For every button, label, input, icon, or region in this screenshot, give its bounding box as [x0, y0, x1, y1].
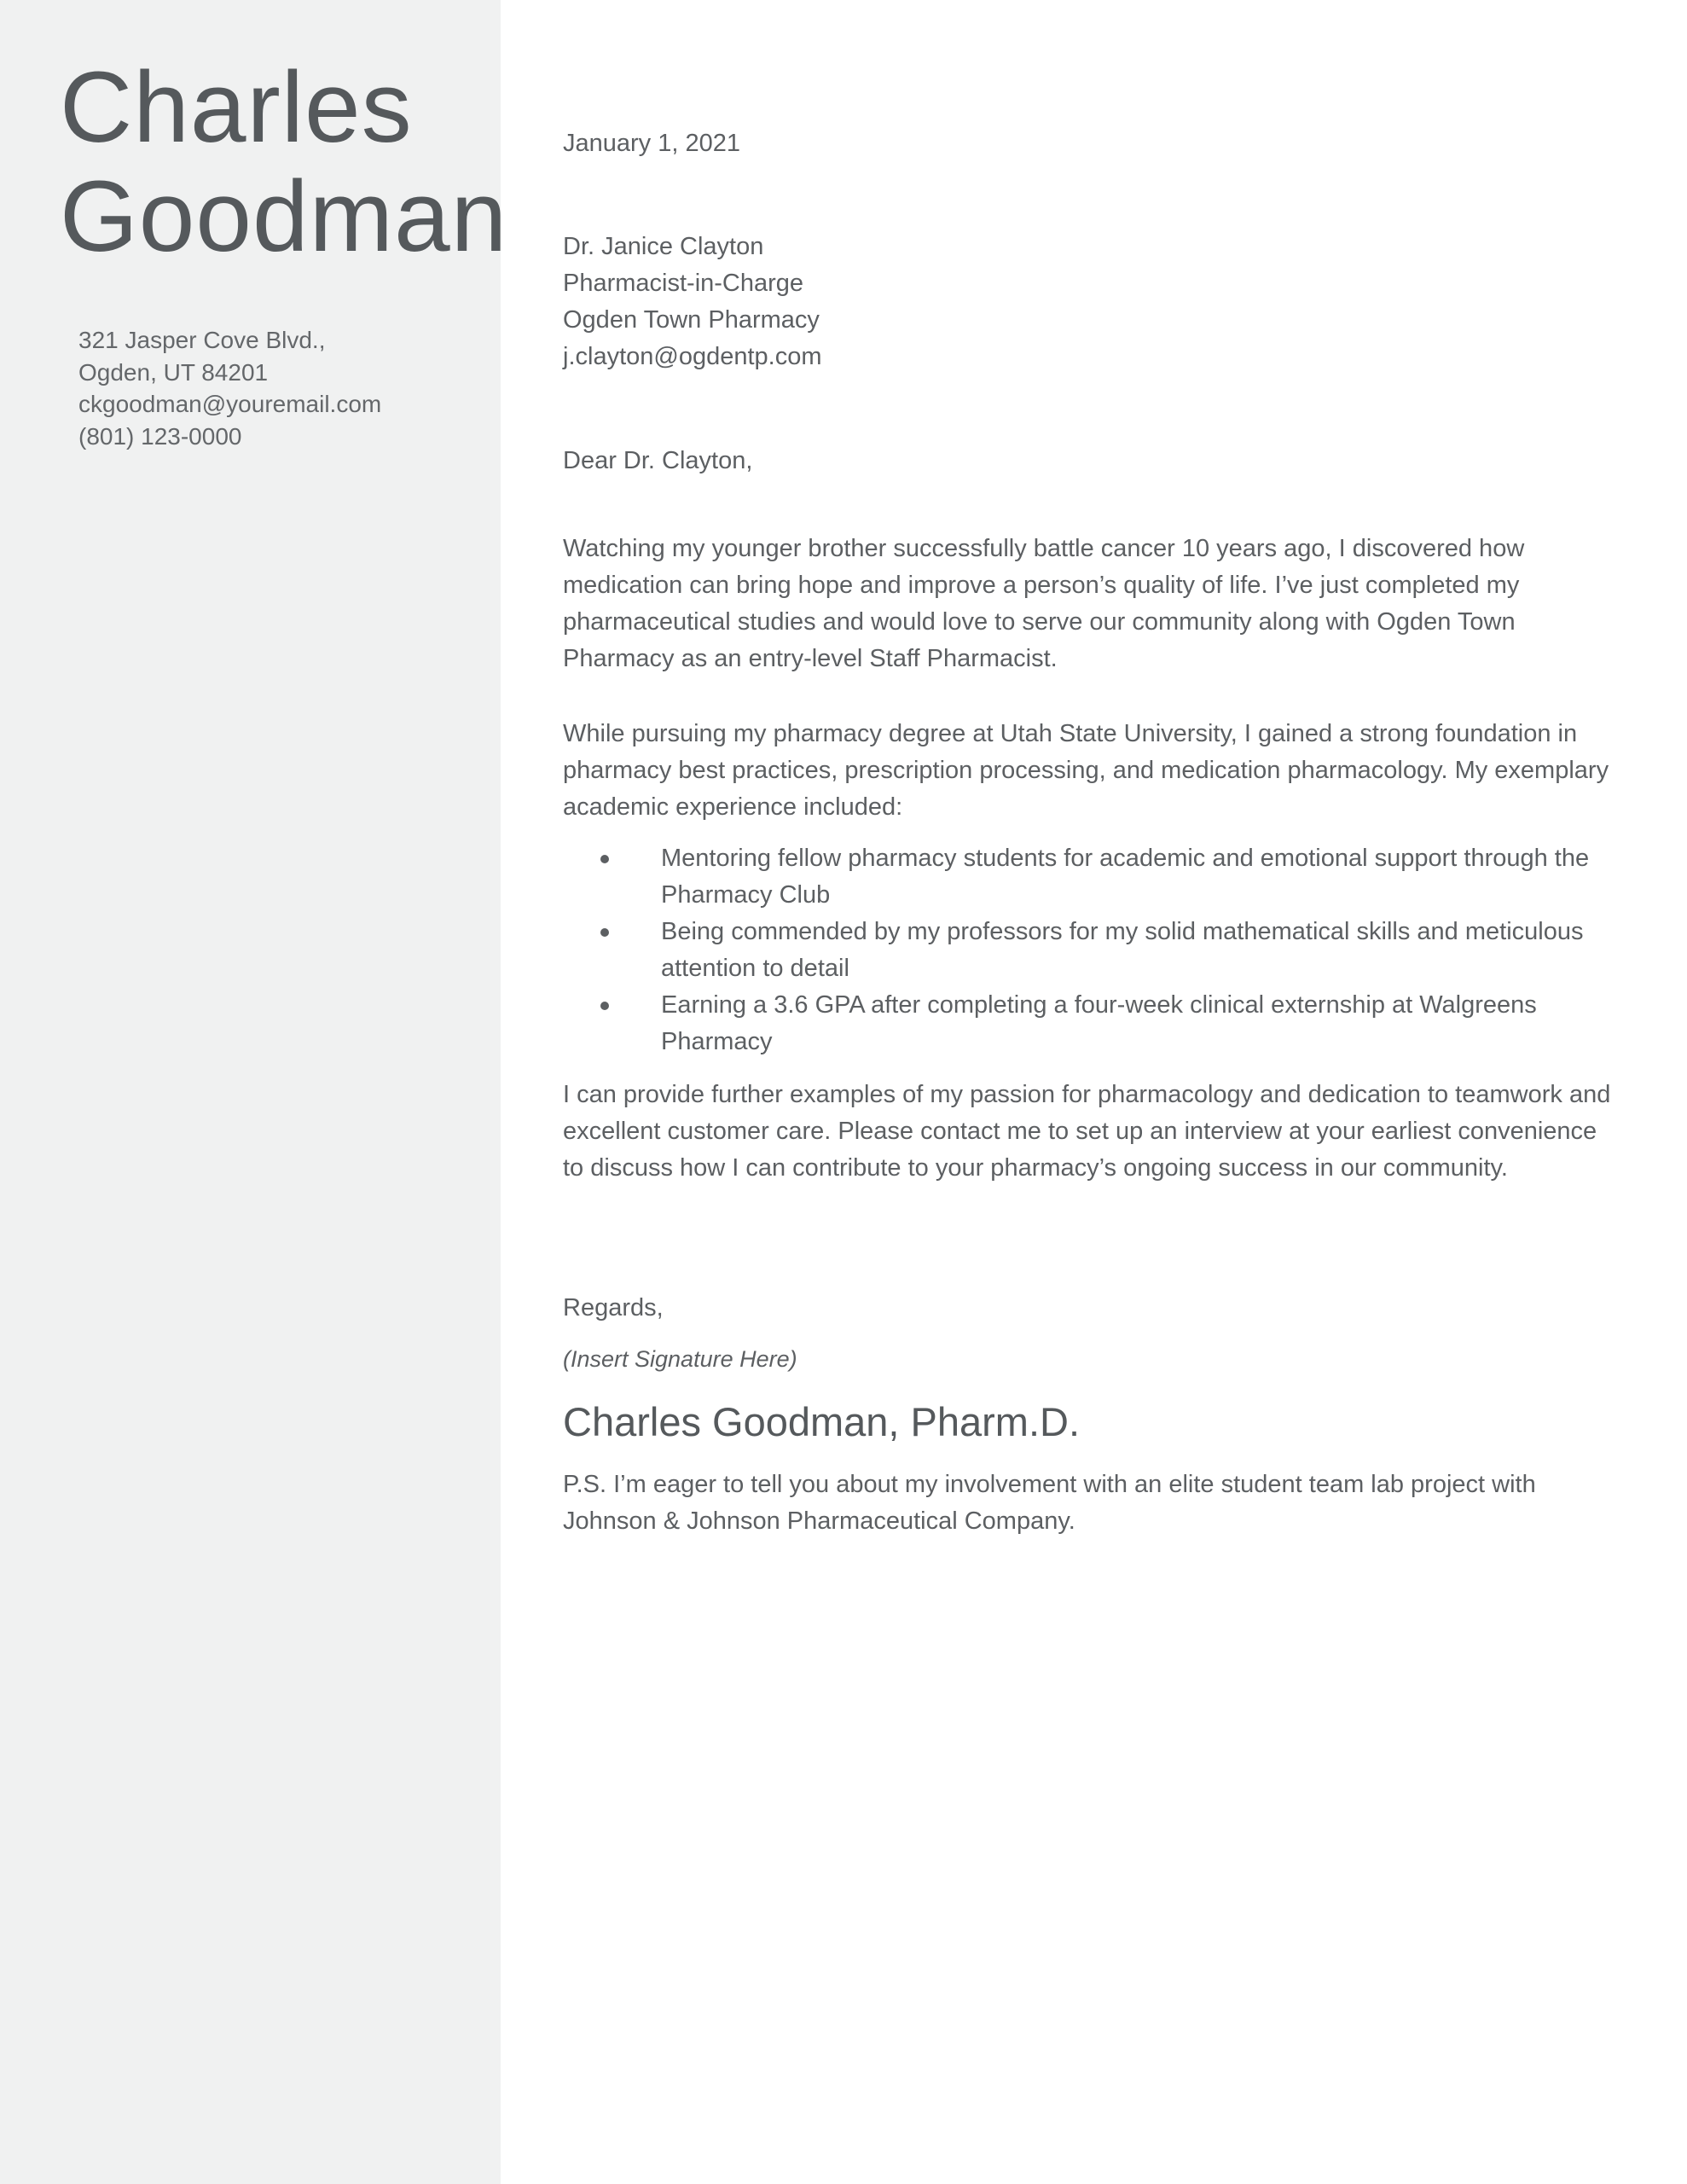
- signature-name: Charles Goodman, Pharm.D.: [563, 1399, 1081, 1444]
- paragraph-closing: I can provide further examples of my passion for pharmacology and dedication to teamwork and excellent customer care. Please contact me to set up an interview at your earliest convenience to discuss how I can contribute to your pharmacy’s ongoing success in our community.: [563, 1081, 1611, 1182]
- bullet-icon: [600, 1002, 609, 1010]
- applicant-name: [60, 53, 507, 271]
- paragraph-intro: Watching my younger brother successfully battle cancer 10 years ago, I discovered how medication can bring hope and improve a person’s quality of life. I’ve just completed my pharmaceutical studies and would love to serve our community along with Ogden Town Pharmacy as an entry-level Staff Pharmacist.: [563, 535, 1525, 672]
- recipient-email: j.clayton@ogdentp.com: [563, 343, 822, 370]
- bullet-icon: [600, 928, 609, 937]
- list-item: [563, 914, 1620, 987]
- list-item-text: Earning a 3.6 GPA after completing a four-week clinical externship at Walgreens Pharmacy: [661, 991, 1537, 1055]
- list-item: [563, 840, 1620, 914]
- list-item-text: Mentoring fellow pharmacy students for academic and emotional support through the Pharmacy Club: [661, 845, 1590, 909]
- closing: Regards,: [563, 1294, 664, 1321]
- salutation: Dear Dr. Clayton,: [563, 447, 753, 474]
- list-item-text: Being commended by my professors for my solid mathematical skills and meticulous attention to detail: [661, 918, 1584, 982]
- address-line2: Ogden, UT 84201: [78, 358, 269, 386]
- bullet-icon: [600, 855, 609, 863]
- recipient-company: Ogden Town Pharmacy: [563, 306, 820, 334]
- address-line1: 321 Jasper Cove Blvd.,: [78, 327, 326, 353]
- phone: (801) 123-0000: [78, 422, 242, 450]
- recipient-title: Pharmacist-in-Charge: [563, 270, 804, 297]
- email: ckgoodman@youremail.com: [78, 391, 382, 417]
- signature-placeholder: (Insert Signature Here): [563, 1346, 797, 1372]
- recipient-name: Dr. Janice Clayton: [563, 233, 764, 260]
- letter-date: January 1, 2021: [563, 130, 740, 157]
- applicant-first-name: Charles: [60, 51, 413, 164]
- list-item: [563, 987, 1620, 1060]
- contact-info: [78, 324, 381, 452]
- applicant-last-name: Goodman: [60, 160, 508, 273]
- postscript: P.S. I’m eager to tell you about my involvement with an elite student team lab project with Johnson & Johnson Pharmaceutical Company.: [563, 1471, 1536, 1535]
- achievement-list: [563, 840, 1620, 1060]
- paragraph-education: While pursuing my pharmacy degree at Utah State University, I gained a strong foundation in pharmacy best practices, prescription processing, and medication pharmacology. My exemplary academic experience included:: [563, 720, 1609, 821]
- sidebar: [0, 0, 508, 2184]
- recipient-block: [563, 229, 1620, 375]
